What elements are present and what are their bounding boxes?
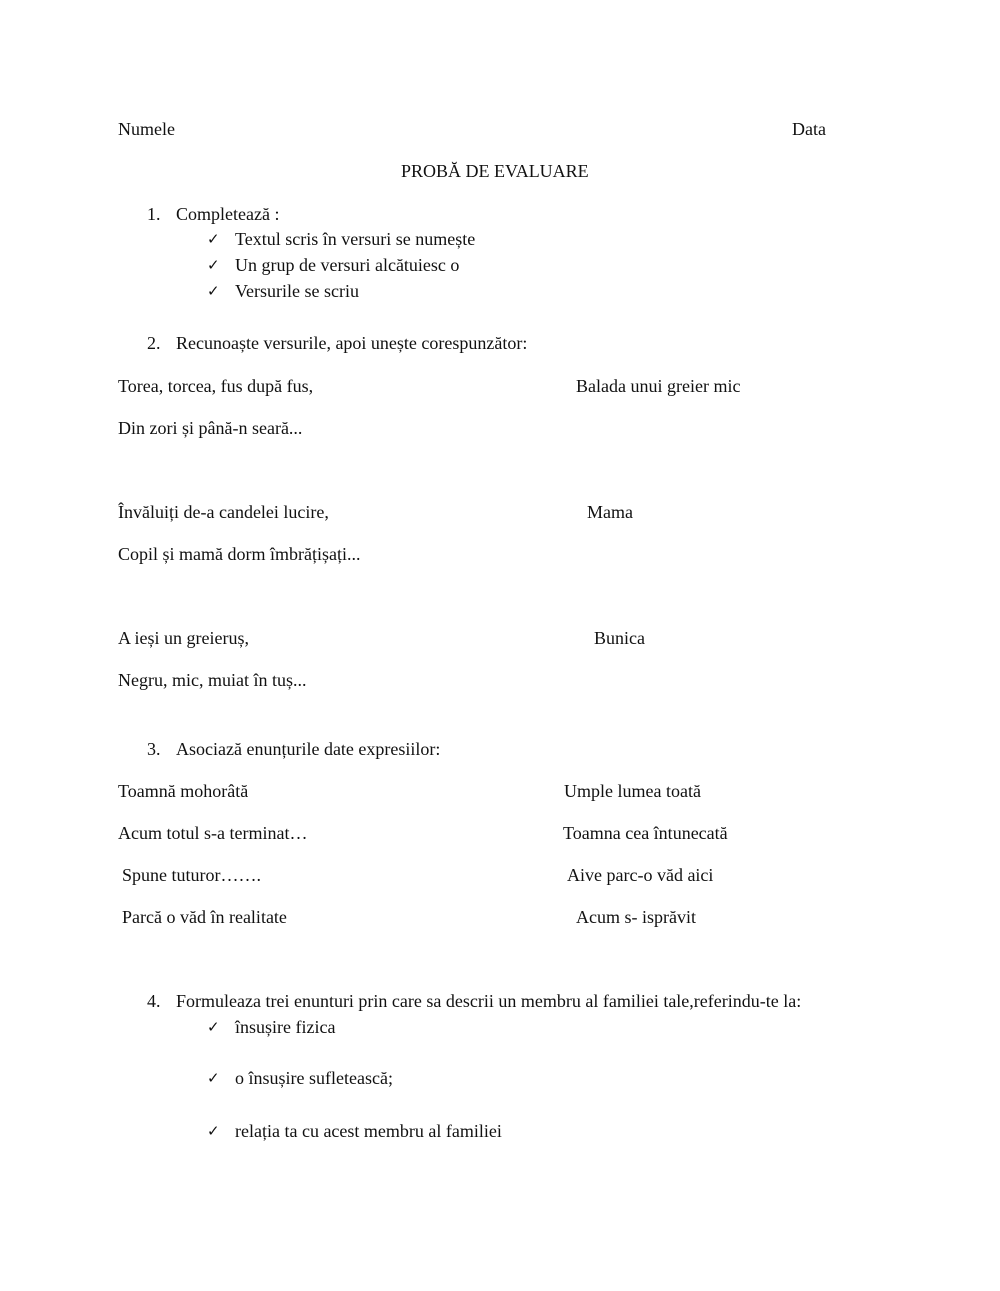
q4-item-2: o însușire sufletească;	[235, 1068, 393, 1088]
q2-verse-2-line-1: Învăluiți de-a candelei lucire,	[118, 502, 329, 522]
q3-number: 3.	[147, 739, 161, 759]
check-icon: ✓	[207, 1122, 220, 1140]
q3-left-2: Acum totul s-a terminat…	[118, 823, 308, 843]
q3-left-1: Toamnă mohorâtă	[118, 781, 249, 801]
q3-right-4: Acum s- isprăvit	[576, 907, 696, 927]
q2-title-2: Mama	[587, 502, 633, 522]
q2-prompt: Recunoaște versurile, apoi unește corespunzător:	[176, 333, 528, 353]
page-title: PROBĂ DE EVALUARE	[401, 161, 589, 181]
q1-item-1: Textul scris în versuri se numește	[235, 229, 476, 249]
q4-number: 4.	[147, 991, 161, 1011]
name-label: Numele	[118, 119, 175, 139]
check-icon: ✓	[207, 1018, 220, 1036]
date-label: Data	[792, 119, 826, 139]
q2-verse-1-line-1: Torea, torcea, fus după fus,	[118, 376, 314, 396]
q2-verse-3-line-2: Negru, mic, muiat în tuș...	[118, 670, 307, 690]
q1-number: 1.	[147, 204, 161, 224]
q1-item-2: Un grup de versuri alcătuiesc o	[235, 255, 460, 275]
q3-left-4: Parcă o văd în realitate	[122, 907, 287, 927]
check-icon: ✓	[207, 1069, 220, 1087]
q2-verse-2-line-2: Copil și mamă dorm îmbrățișați...	[118, 544, 361, 564]
q2-title-1: Balada unui greier mic	[576, 376, 741, 396]
q3-left-3: Spune tuturor…….	[122, 865, 261, 885]
q1-item-3: Versurile se scriu	[235, 281, 359, 301]
q3-right-2: Toamna cea întunecată	[563, 823, 728, 843]
q2-verse-3-line-1: A ieși un greieruș,	[118, 628, 249, 648]
q4-item-3: relația ta cu acest membru al familiei	[235, 1121, 502, 1141]
q1-prompt: Completează :	[176, 204, 280, 224]
q3-prompt: Asociază enunțurile date expresiilor:	[176, 739, 441, 759]
q2-verse-1-line-2: Din zori și până-n seară...	[118, 418, 303, 438]
q4-prompt: Formuleaza trei enunturi prin care sa descrii un membru al familiei tale,referindu-te la:	[176, 991, 802, 1011]
q2-title-3: Bunica	[594, 628, 645, 648]
check-icon: ✓	[207, 282, 220, 300]
q3-right-1: Umple lumea toată	[564, 781, 701, 801]
q4-item-1: însușire fizica	[235, 1017, 336, 1037]
q2-number: 2.	[147, 333, 161, 353]
check-icon: ✓	[207, 230, 220, 248]
check-icon: ✓	[207, 256, 220, 274]
q3-right-3: Aive parc-o văd aici	[567, 865, 714, 885]
